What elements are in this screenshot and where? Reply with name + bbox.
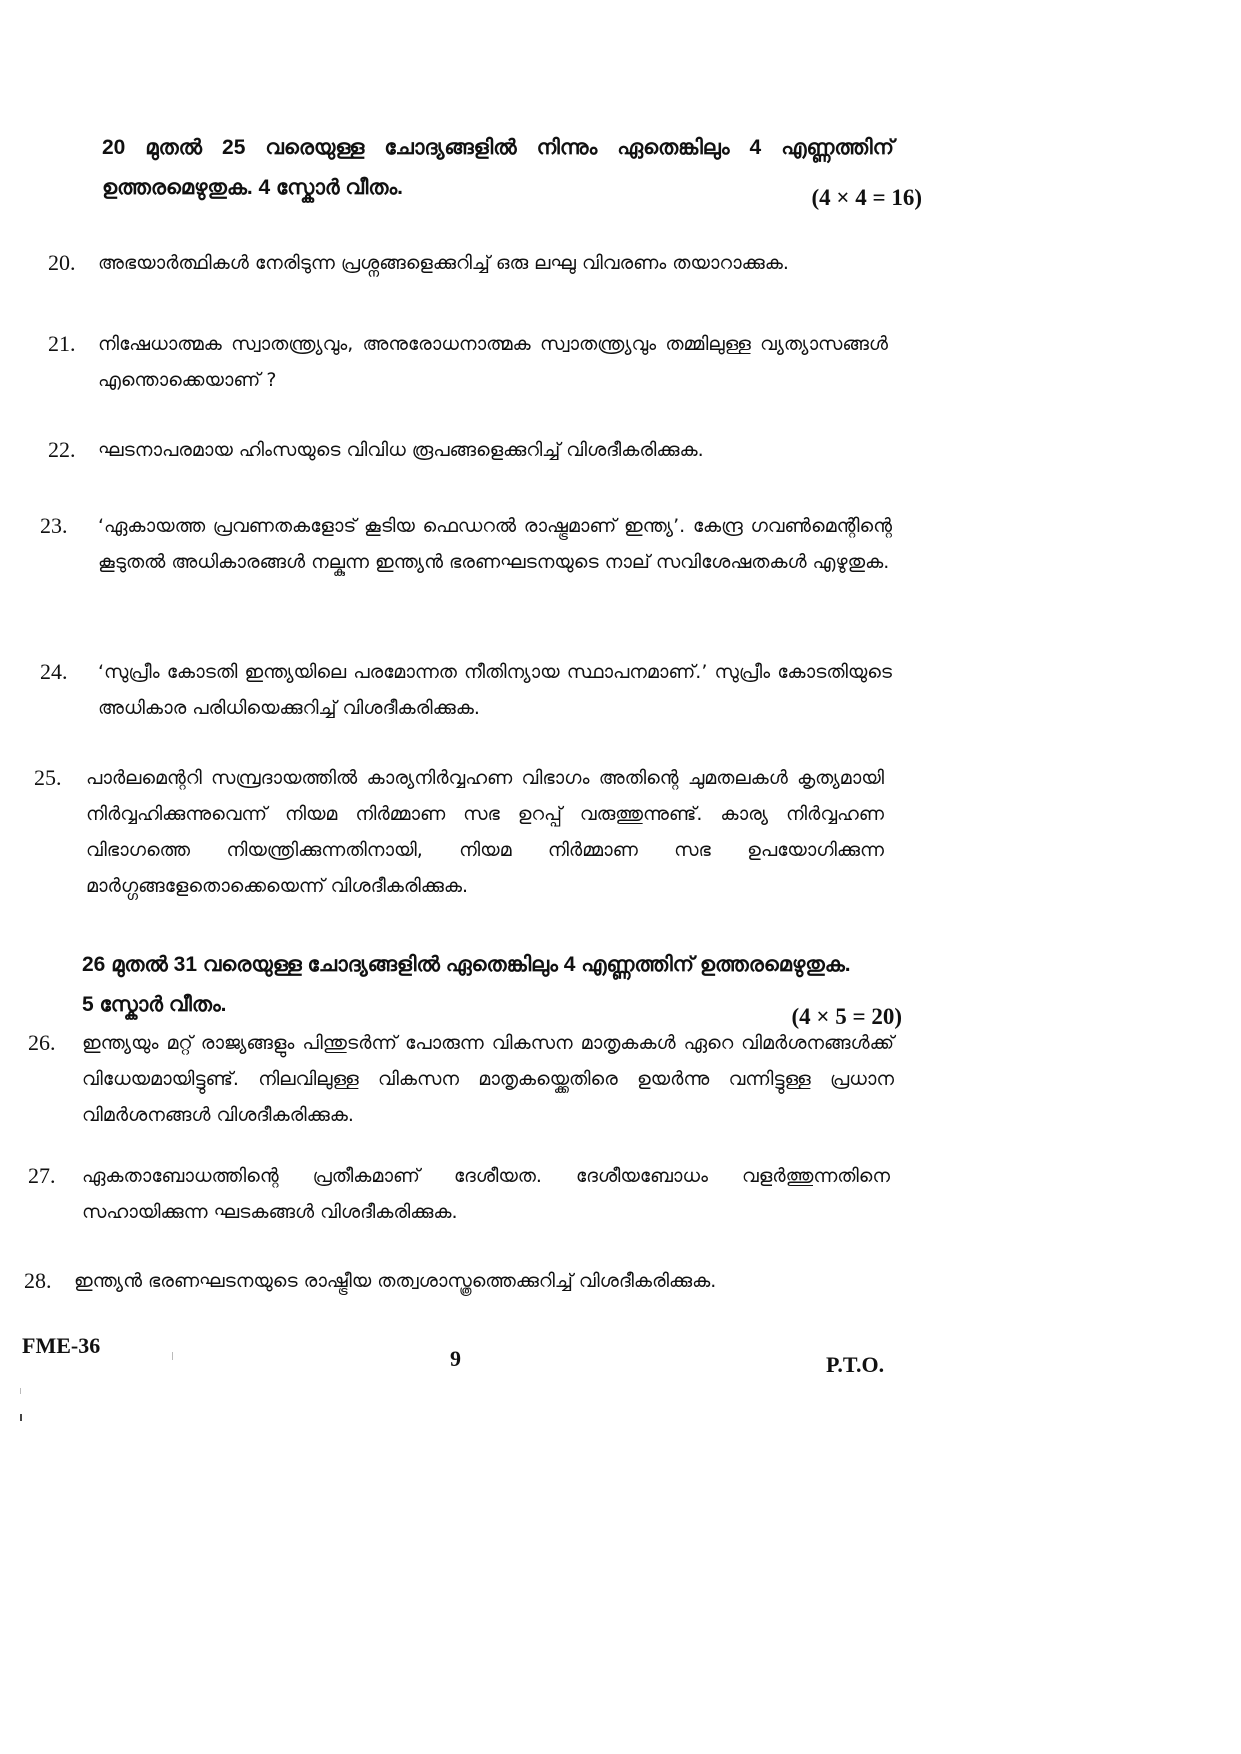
question-number: 28. [24,1268,52,1293]
question-text: നിഷേധാത്മക സ്വാതന്ത്ര്യവും, അനുരോധനാത്മക സ്വാതന്ത്ര്യവും തമ്മിലുള്ള വ്യത്യാസങ്ങൾ എന്തൊക്കെയാണ് ? [98,333,888,391]
question-text: ഇന്ത്യയും മറ്റ് രാജ്യങ്ങളും പിന്തുടർന്ന് പോരുന്ന വികസന മാതൃകകൾ ഏറെ വിമർശനങ്ങൾക്ക് വിധേയമായിട്ടുണ്ട്. നിലവിലുള്ള വികസന മാതൃകയ്ക്കെതിരെ ഉയർന്നു വന്നിട്ടുള്ള പ്രധാന വിമർശനങ്ങൾ വിശദീകരിക്കുക. [82,1032,894,1126]
question-21 [48,326,888,398]
question-26 [28,1025,894,1133]
question-25 [34,760,884,904]
question-text: ഇന്ത്യൻ ഭരണഘടനയുടെ രാഷ്ട്രീയ തത്വശാസ്ത്രത്തെക്കുറിച്ച് വിശദീകരിക്കുക. [74,1270,717,1292]
please-turn-over: P.T.O. [826,1352,885,1377]
question-number: 24. [40,659,68,684]
question-23 [40,508,892,580]
question-text: ഘടനാപരമായ ഹിംസയുടെ വിവിധ രൂപങ്ങളെക്കുറിച്ച് വിശദീകരിക്കുക. [98,439,704,461]
question-text: ‘ഏകായത്ത പ്രവണതകളോട് കൂടിയ ഫെഡറൽ രാഷ്ട്രമാണ് ഇന്ത്യ’. കേന്ദ്ര ഗവൺമെന്റിന്റെ കൂടുതൽ അധികാരങ്ങൾ നല്കുന്ന ഇന്ത്യൻ ഭരണഘടനയുടെ നാല് സവിശേഷതകൾ എഴുതുക. [98,515,892,573]
question-number: 23. [40,513,68,538]
question-number: 26. [28,1030,56,1055]
instruction-line-1: 26 മുതൽ 31 വരെയുള്ള ചോദ്യങ്ങളിൽ ഏതെങ്കിലും 4 എണ്ണത്തിന് ഉത്തരമെഴുതുക. [82,953,851,976]
marks-allocation: (4 × 4 = 16) [811,185,922,210]
question-27 [28,1158,890,1230]
question-number: 22. [48,437,76,462]
section-instruction [102,128,922,208]
question-text: ഏകതാബോധത്തിന്റെ പ്രതീകമാണ് ദേശീയത. ദേശീയബോധം വളർത്തുന്നതിനെ സഹായിക്കുന്ന ഘടകങ്ങൾ വിശദീകരിക്കുക. [82,1165,890,1223]
question-20 [48,245,888,281]
paper-code: FME-36 [22,1333,101,1358]
question-number: 20. [48,250,76,275]
question-number: 27. [28,1163,56,1188]
question-text: പാർലമെന്ററി സമ്പ്രദായത്തിൽ കാര്യനിർവ്വഹണ വിഭാഗം അതിന്റെ ചുമതലകൾ കൃത്യമായി നിർവ്വഹിക്കുന്നുവെന്ന് നിയമ നിർമ്മാണ സഭ ഉറപ്പ് വരുത്തുന്നുണ്ട്. കാര്യ നിർവ്വഹണ വിഭാഗത്തെ നിയന്ത്രിക്കുന്നതിനായി, നിയമ നിർമ്മാണ സഭ ഉപയോഗിക്കുന്ന മാർഗ്ഗങ്ങളേതൊക്കെയെന്ന് വിശദീകരിക്കുക. [86,767,884,897]
marks-allocation: (4 × 5 = 20) [791,1004,902,1029]
question-number: 25. [34,765,62,790]
instruction-line-2: 5 സ്കോർ വീതം. [82,993,227,1016]
question-22 [48,432,888,468]
scan-mark [20,1414,22,1421]
section-instruction [82,945,902,1029]
scan-mark [20,1388,21,1394]
instruction-line-1: 20 മുതൽ 25 വരെയുള്ള ചോദ്യങ്ങളിൽ നിന്നും ഏതെങ്കിലും 4 എണ്ണത്തിന് [102,136,894,159]
instruction-line-2: ഉത്തരമെഴുതുക. 4 സ്കോർ വീതം. [102,176,404,199]
question-24 [40,654,892,726]
scan-mark [172,1352,173,1360]
question-text: അഭയാർത്ഥികൾ നേരിടുന്ന പ്രശ്നങ്ങളെക്കുറിച്ച് ഒരു ലഘു വിവരണം തയാറാക്കുക. [98,252,789,274]
question-number: 21. [48,331,76,356]
question-text: ‘സുപ്രീം കോടതി ഇന്ത്യയിലെ പരമോന്നത നീതിന്യായ സ്ഥാപനമാണ്.’ സുപ്രീം കോടതിയുടെ അധികാര പരിധിയെക്കുറിച്ച് വിശദീകരിക്കുക. [98,661,892,719]
question-28 [24,1263,890,1299]
page-number: 9 [450,1346,461,1371]
